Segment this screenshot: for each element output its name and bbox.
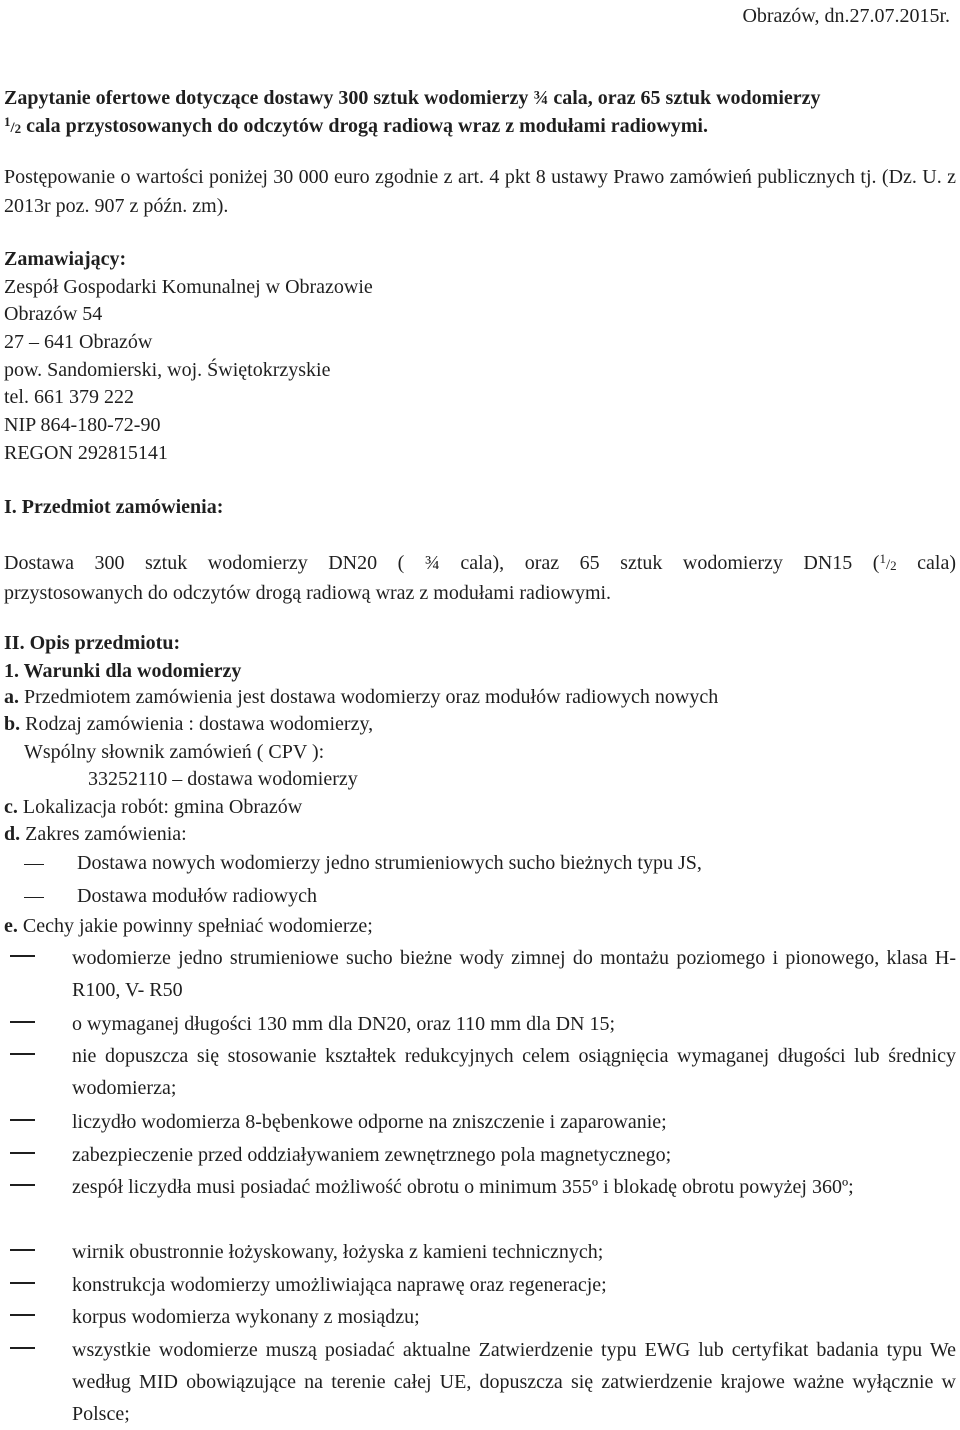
dash-bullet [10,1152,35,1154]
dash-bullet [10,1282,35,1284]
orderer-name: Zespół Gospodarki Komunalnej w Obrazowie [4,275,373,298]
dash-bullet [24,864,44,866]
fraction-half: $^1/_2$ [879,551,897,573]
item-a: a. Przedmiotem zamówienia jest dostawa wodomierzy oraz modułów radiowych nowych [4,686,719,708]
dash-bullet [10,1249,35,1251]
orderer-nip: NIP 864-180-72-90 [4,414,161,437]
item-d: d. Zakres zamówienia: [4,823,187,845]
e-list-item: wirnik obustronnie łożyskowany, łożyska z kamieni technicznych; [4,1236,956,1268]
orderer-postcode: 27 – 641 Obrazów [4,331,153,354]
e-list-item: liczydło wodomierza 8-bębenkowe odporne na zniszczenie i zaparowanie; [4,1106,956,1138]
dash-bullet [10,1021,35,1023]
title-line-1: Zapytanie ofertowe dotyczące dostawy 300 sztuk wodomierzy ¾ cala, oraz 65 sztuk wodomierzy [4,87,821,109]
item-b-cpv: Wspólny słownik zamówień ( CPV ): [24,741,325,763]
item-e: e. Cechy jakie powinny spełniać wodomierze; [4,915,373,937]
section-2-subheading: 1. Warunki dla wodomierzy [4,660,242,682]
orderer-region: pow. Sandomierski, woj. Świętokrzyskie [4,358,331,381]
dash-bullet [10,955,35,957]
fraction-half: $^1/_2$ [4,114,22,136]
orderer-block [4,246,373,468]
dash-bullet [10,1347,35,1349]
dash-bullet [10,1119,35,1121]
section-1-text [4,549,956,607]
place-date: Obrazów, dn.27.07.2015r. [742,5,950,27]
e-list-item: o wymaganej długości 130 mm dla DN20, oraz 110 mm dla DN 15; [4,1008,956,1040]
procedure-note: Postępowanie o wartości poniżej 30 000 euro zgodnie z art. 4 pkt 8 ustawy Prawo zamówień publicznych tj. (Dz. U. z 2013r poz. 907 z późn. zm). [4,166,956,217]
orderer-phone: tel. 661 379 222 [4,386,134,409]
e-list-item: nie dopuszcza się stosowanie kształtek redukcyjnych celem osiągnięcia wymaganej długości lub średnicy wodomierza; [4,1040,956,1104]
e-list-item: zabezpieczenie przed oddziaływaniem zewnętrznego pola magnetycznego; [4,1139,956,1171]
item-b: b. Rodzaj zamówienia : dostawa wodomierzy, [4,713,374,735]
title-line-2: $^1/_2$ cala przystosowanych do odczytów drogą radiową wraz z modułami radiowymi. [4,114,708,137]
dash-bullet [10,1314,35,1316]
e-list-item: wodomierze jedno strumieniowe sucho bieżne wody zimnej do montażu poziomego i pionowego, klasa H- R100, V- R50 [4,942,956,1006]
section-1-line-2: przystosowanych do odczytów drogą radiową wraz z modułami radiowymi. [4,582,612,604]
e-list-item: wszystkie wodomierze muszą posiadać aktualne Zatwierdzenie typu EWG lub certyfikat badania typu We według MID obowiązujące na terenie całej UE, dopuszcza się zatwierdzenie krajowe ważne wyłącznie w Polsce; [4,1334,956,1430]
e-list-item: konstrukcja wodomierzy umożliwiająca naprawę oraz regeneracje; [4,1269,956,1301]
orderer-street: Obrazów 54 [4,303,103,326]
section-1-heading: I. Przedmiot zamówienia: [4,496,224,518]
dash-bullet [24,897,44,899]
item-c: c. Lokalizacja robót: gmina Obrazów [4,796,303,818]
dash-bullet [10,1184,35,1186]
section-1-line-1: Dostawa 300 sztuk wodomierzy DN20 ( ¾ cala), oraz 65 sztuk wodomierzy DN15 ($^1/_2$ cala) [4,551,956,574]
dash-bullet [10,1053,35,1055]
section-2-heading: II. Opis przedmiotu: [4,632,181,654]
e-list-item: zespół liczydła musi posiadać możliwość obrotu o minimum 355º i blokadę obrotu powyżej 360º; [4,1171,956,1203]
item-b-code: 33252110 – dostawa wodomierzy [88,768,358,790]
document-title [4,84,956,142]
d-list-item: Dostawa nowych wodomierzy jedno strumieniowych sucho bieżnych typu JS, [24,850,702,877]
e-list-item: korpus wodomierza wykonany z mosiądzu; [4,1301,956,1333]
section-2-headings [4,630,241,686]
orderer-regon: REGON 292815141 [4,441,168,464]
d-list-item: Dostawa modułów radiowych [24,883,317,910]
orderer-heading: Zamawiający: [4,248,127,270]
